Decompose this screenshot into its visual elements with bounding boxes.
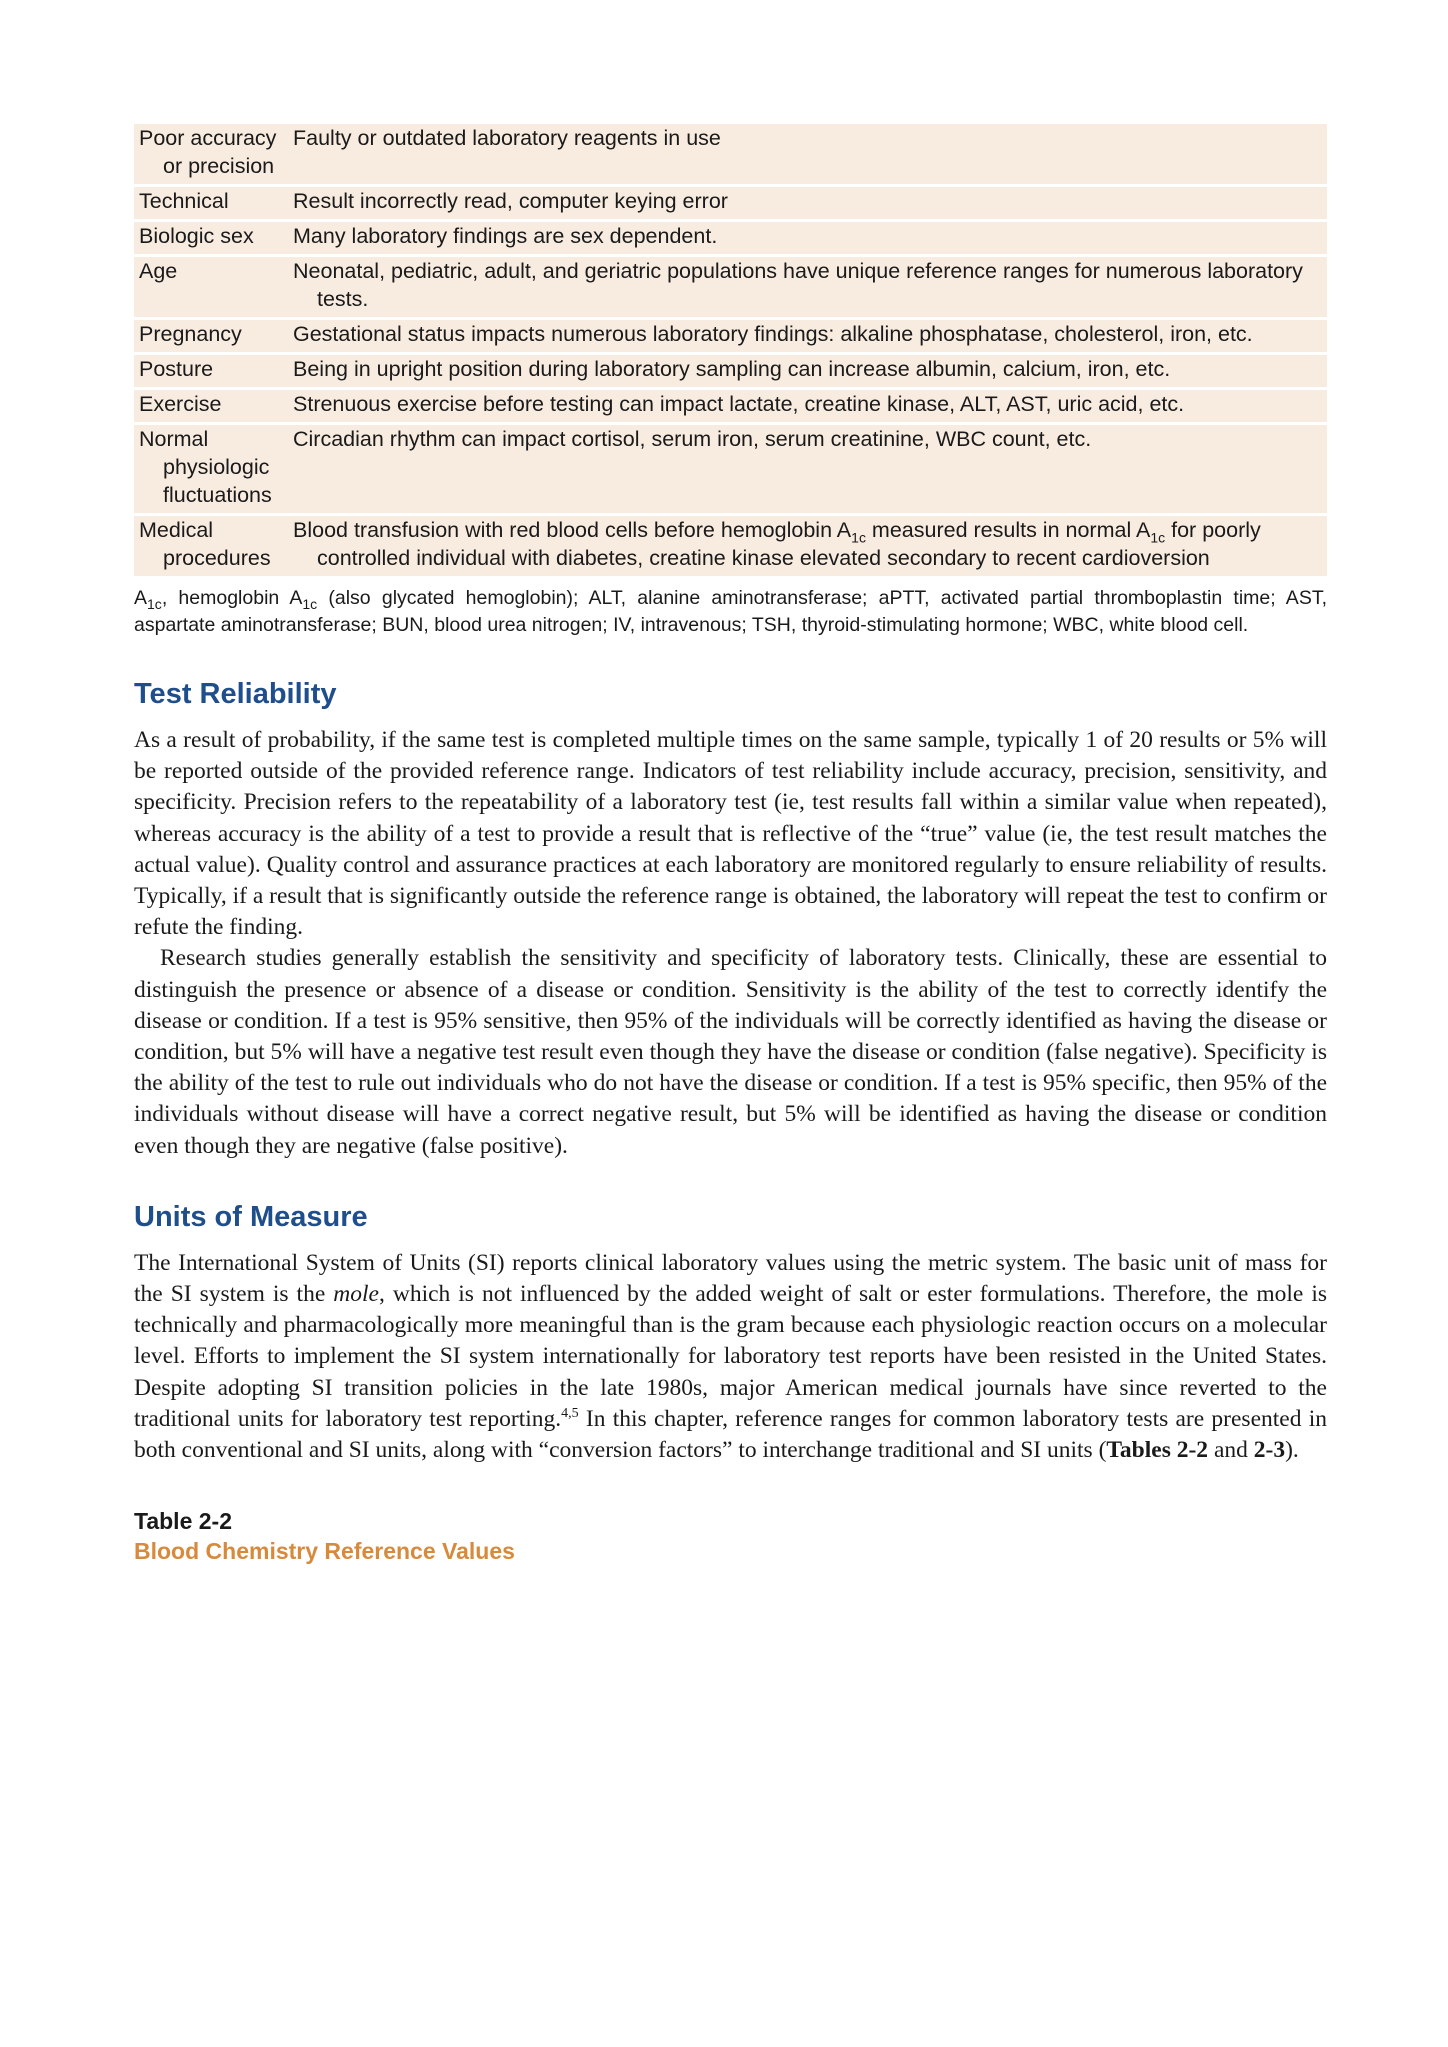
description-cell: Faulty or outdated laboratory reagents in use xyxy=(293,126,721,150)
description-cell: Blood transfusion with red blood cells before hemoglobin $A_{1c}$ measured results in normal $A_{1c}$ for poorly controlled individual with diabetes, creatine kinase elevated secondary to recent cardioversion xyxy=(293,518,1261,570)
table-label: Table 2-2 xyxy=(134,1508,232,1535)
factor-cell: Exercise xyxy=(139,392,222,416)
table-footnote: $A_{1c}$, hemoglobin $A_{1c}$ (also glycated hemoglobin); ALT, alanine aminotransferase; aPTT, activated partial thromboplastin time; AST, aspartate aminotransferase; BUN, blood urea nitrogen; IV, intravenous; TSH, thyroid-stimulating hormone; WBC, white blood cell. xyxy=(134,587,1327,636)
factor-cell: Poor accuracy or precision xyxy=(139,126,277,178)
table-row xyxy=(134,320,1327,352)
description-cell: Result incorrectly read, computer keying error xyxy=(293,189,728,213)
table-row xyxy=(134,187,1327,219)
description-cell: Neonatal, pediatric, adult, and geriatric populations have unique reference ranges for numerous laboratory tests. xyxy=(293,259,1303,311)
description-cell: Gestational status impacts numerous laboratory findings: alkaline phosphatase, cholesterol, iron, etc. xyxy=(293,322,1253,346)
section-heading-units-of-measure: Units of Measure xyxy=(134,1200,368,1233)
factor-cell: Normal physiologic fluctuations xyxy=(139,427,272,507)
paragraph: Research studies generally establish the sensitivity and specificity of laboratory tests. Clinically, these are essential to distinguish the presence or absence of a disease or condition. Sensitivity is the ability of the test to correctly identify the disease or condition. If a test is 95% sensitive, then 95% of the individuals will be correctly identified as having the disease or condition, but 5% will have a negative test result even though they have the disease or condition (false negative). Specificity is the ability of the test to rule out individuals who do not have the disease or condition. If a test is 95% specific, then 95% of the individuals without disease will have a correct negative result, but 5% will be identified as having the disease or condition even though they are negative (false positive). xyxy=(134,945,1327,1159)
factor-cell: Technical xyxy=(139,189,229,213)
table-row xyxy=(134,124,1327,184)
reference-superscript: 4,5 xyxy=(561,1406,579,1422)
factor-cell: Pregnancy xyxy=(139,322,242,346)
page-content xyxy=(134,124,1327,1566)
table-reference: 2-3 xyxy=(1253,1437,1286,1464)
table-row xyxy=(134,390,1327,422)
description-cell: Strenuous exercise before testing can impact lactate, creatine kinase, ALT, AST, uric acid, etc. xyxy=(293,392,1185,416)
description-cell: Circadian rhythm can impact cortisol, serum iron, serum creatinine, WBC count, etc. xyxy=(293,427,1092,451)
table-row xyxy=(134,425,1327,513)
table-row xyxy=(134,257,1327,317)
table-row xyxy=(134,222,1327,254)
table-row xyxy=(134,355,1327,387)
paragraph: As a result of probability, if the same test is completed multiple times on the same sample, typically 1 of 20 results or 5% will be reported outside of the provided reference range. Indicators of test reliability include accuracy, precision, sensitivity, and specificity. Precision refers to the repeatability of a laboratory test (ie, test results fall within a similar value when repeated), whereas accuracy is the ability of a test to provide a result that is reflective of the “true” value (ie, the test result matches the actual value). Quality control and assurance practices at each laboratory are monitored regularly to ensure reliability of results. Typically, if a result that is significantly outside the reference range is obtained, the laboratory will repeat the test to confirm or refute the finding. xyxy=(134,727,1327,941)
section-heading-test-reliability: Test Reliability xyxy=(134,678,337,710)
factors-table xyxy=(134,121,1327,579)
factor-cell: Biologic sex xyxy=(139,224,254,248)
description-cell: Being in upright position during laboratory sampling can increase albumin, calcium, iron, etc. xyxy=(293,357,1171,381)
factor-cell: Medical procedures xyxy=(139,518,271,570)
paragraph: The International System of Units (SI) reports clinical laboratory values using the metric system. The basic unit of mass for the SI system is the mole, which is not influenced by the added weight of salt or ester formulations. Therefore, the mole is technically and pharmacologically more meaningful than is the gram because each physiologic reaction occurs on a molecular level. Efforts to implement the SI system internationally for laboratory test reports have been resisted in the United States. Despite adopting SI transition policies in the late 1980s, major American medical journals have since reverted to the traditional units for laboratory test reporting.$^{4,5}$ In this chapter, reference ranges for common laboratory tests are presented in both conventional and SI units, along with “conversion factors” to interchange traditional and SI units (Tables 2-2 and 2-3). xyxy=(134,1249,1327,1464)
description-cell: Many laboratory findings are sex dependent. xyxy=(293,224,718,248)
factor-cell: Age xyxy=(139,259,178,283)
table-title: Blood Chemistry Reference Values xyxy=(134,1538,515,1565)
table-reference: Tables 2-2 xyxy=(1106,1437,1209,1464)
table-row xyxy=(134,516,1327,576)
factor-cell: Posture xyxy=(139,357,214,381)
